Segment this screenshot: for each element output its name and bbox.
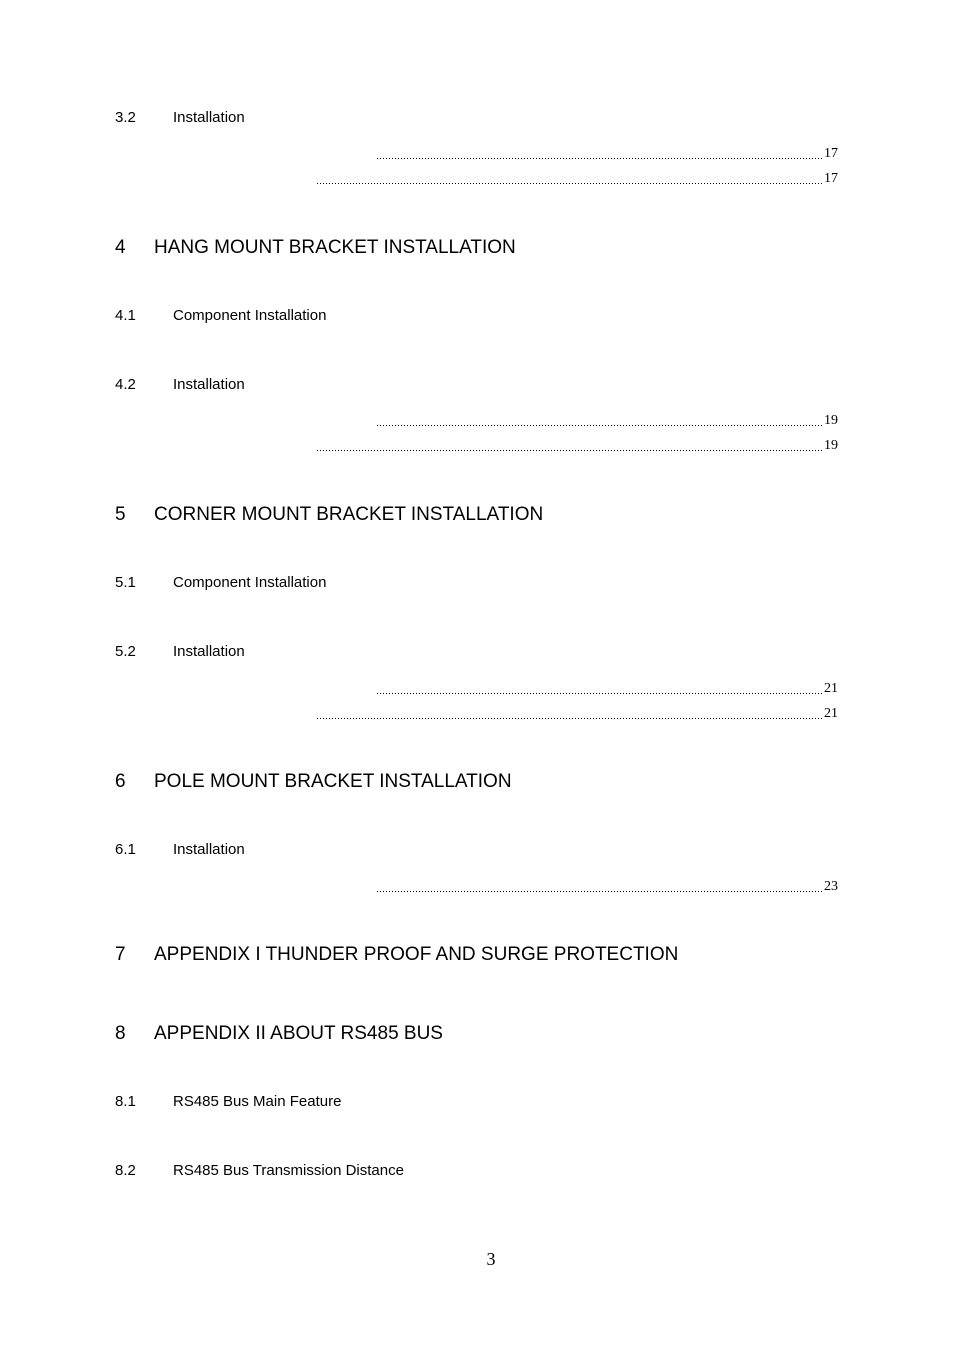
dot-leader [376, 891, 822, 892]
toc-section-title: Installation [173, 376, 245, 393]
toc-page-number: 21 [824, 681, 838, 696]
page-number: 3 [486, 1249, 496, 1269]
toc-section-title: Installation [173, 643, 245, 660]
toc-chapter-number: 5 [115, 504, 126, 525]
toc-page-number: 17 [824, 171, 838, 186]
toc-section-title: RS485 Bus Transmission Distance [173, 1162, 404, 1179]
dot-leader [376, 693, 822, 694]
toc-chapter-title: APPENDIX I THUNDER PROOF AND SURGE PROTECTION [154, 944, 679, 965]
toc-leader-line[interactable] [376, 880, 838, 894]
toc-section-number: 3.2 [115, 109, 136, 126]
toc-chapter-number: 6 [115, 771, 126, 792]
dot-leader [316, 718, 822, 719]
toc-section-title: Component Installation [173, 307, 327, 324]
dot-leader [316, 450, 822, 451]
toc-leader-line[interactable] [376, 682, 838, 696]
toc-page-number: 17 [824, 146, 838, 161]
toc-section-title: Installation [173, 109, 245, 126]
toc-section-number: 5.1 [115, 574, 136, 591]
toc-leader-line[interactable] [316, 707, 838, 721]
toc-chapter-title: HANG MOUNT BRACKET INSTALLATION [154, 237, 516, 258]
toc-section-title: Component Installation [173, 574, 327, 591]
toc-page-number: 19 [824, 413, 838, 428]
toc-chapter-title: POLE MOUNT BRACKET INSTALLATION [154, 771, 512, 792]
toc-leader-line[interactable] [316, 172, 838, 186]
toc-section-number: 8.2 [115, 1162, 136, 1179]
toc-section-number: 6.1 [115, 841, 136, 858]
dot-leader [376, 425, 822, 426]
toc-leader-line[interactable] [376, 147, 838, 161]
toc-section-number: 5.2 [115, 643, 136, 660]
toc-chapter-title: CORNER MOUNT BRACKET INSTALLATION [154, 504, 544, 525]
toc-chapter-title: APPENDIX II ABOUT RS485 BUS [154, 1023, 443, 1044]
toc-section-title: RS485 Bus Main Feature [173, 1093, 342, 1110]
toc-section-number: 4.1 [115, 307, 136, 324]
toc-section-title: Installation [173, 841, 245, 858]
toc-section-number: 8.1 [115, 1093, 136, 1110]
toc-leader-line[interactable] [316, 439, 838, 453]
dot-leader [316, 183, 822, 184]
dot-leader [376, 158, 822, 159]
toc-chapter-number: 8 [115, 1023, 126, 1044]
toc-page-number: 21 [824, 706, 838, 721]
toc-page-number: 23 [824, 879, 838, 894]
toc-leader-line[interactable] [376, 414, 838, 428]
toc-chapter-number: 7 [115, 944, 126, 965]
toc-chapter-number: 4 [115, 237, 126, 258]
toc-page-number: 19 [824, 438, 838, 453]
toc-section-number: 4.2 [115, 376, 136, 393]
